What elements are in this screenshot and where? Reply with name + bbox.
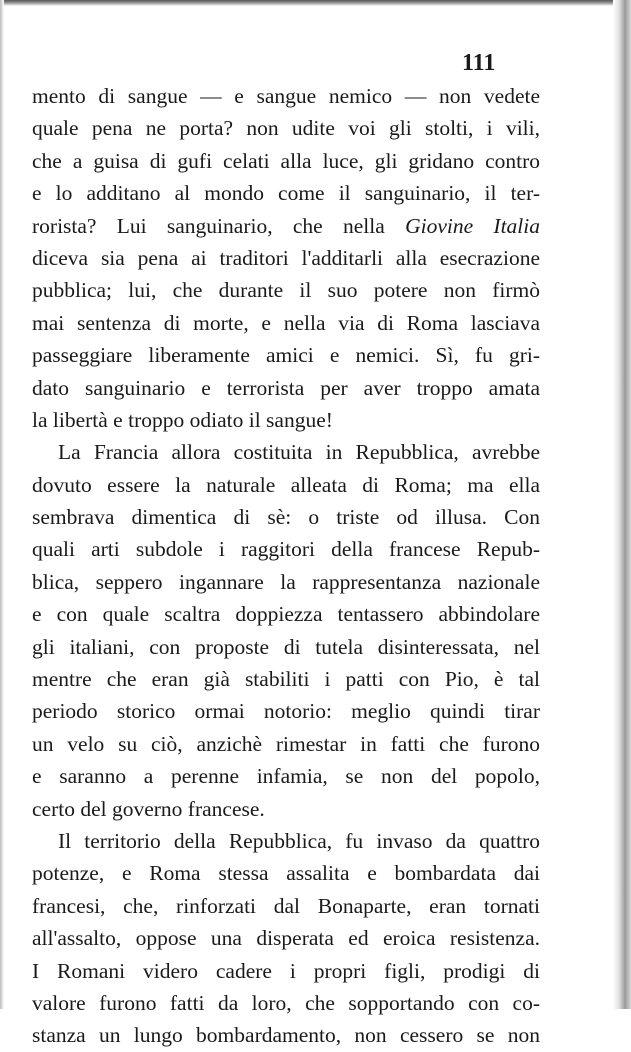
text-line: mai sentenza di morte, e nella via di Roma lasciava xyxy=(32,310,540,335)
page-binding-edge xyxy=(613,0,631,1009)
body-text xyxy=(32,80,540,1052)
text-line: quali arti subdole i raggitori della francese Repub- xyxy=(32,537,540,562)
italic-title: Giovine Italia xyxy=(405,213,540,238)
text-line: certo del governo francese. xyxy=(32,796,265,821)
text-line: La Francia allora costituita in Repubblica, avrebbe xyxy=(58,440,540,465)
text-line: mentre che eran già stabiliti i patti con Pio, è tal xyxy=(32,667,540,692)
text-line: periodo storico ormai notorio: meglio quindi tirar xyxy=(32,699,540,724)
text-line: stanza un lungo bombardamento, non cessero se non xyxy=(32,1023,540,1048)
text-line: francesi, che, rinforzati dal Bonaparte, eran tornati xyxy=(32,893,540,918)
text-line: gli italiani, con proposte di tutela disinteressata, nel xyxy=(32,634,540,659)
text-line: blica, seppero ingannare la rappresentanza nazionale xyxy=(32,569,540,594)
text-line: e lo additano al mondo come il sanguinario, il ter- xyxy=(32,181,540,206)
text-line: un velo su ciò, anzichè rimestar in fatti che furono xyxy=(32,731,540,756)
text-line: Il territorio della Repubblica, fu invaso da quattro xyxy=(58,828,540,853)
text-line: dato sanguinario e terrorista per aver troppo amata xyxy=(32,375,540,400)
page-left-edge xyxy=(0,0,4,1009)
text-line: diceva sia pena ai traditori l'additarli alla esecrazione xyxy=(32,245,540,270)
text-line: pubblica; lui, che durante il suo potere non firmò xyxy=(32,278,540,303)
text-line: mento di sangue — e sangue nemico — non vedete xyxy=(32,84,540,108)
text-line: quale pena ne porta? non udite voi gli stolti, i vili, xyxy=(32,116,540,141)
text-line: che a guisa di gufi celati alla luce, gli gridano contro xyxy=(32,148,540,173)
text-line: I Romani videro cadere i propri figli, prodigi di xyxy=(32,958,540,983)
text-line: la libertà e troppo odiato il sangue! xyxy=(32,407,333,432)
text-span: rorista? Lui sanguinario, che nella xyxy=(32,213,385,238)
text-line: dovuto essere la naturale alleata di Roma; ma ella xyxy=(32,472,540,497)
text-line: valore furono fatti da loro, che sopportando con co- xyxy=(32,990,540,1015)
page-top-edge xyxy=(0,0,631,6)
text-line: potenze, e Roma stessa assalita e bombardata dai xyxy=(32,861,540,886)
text-line: passeggiare liberamente amici e nemici. Sì, fu gri- xyxy=(32,343,540,368)
page-number: 111 xyxy=(462,50,496,76)
text-line xyxy=(32,210,540,242)
text-line: e con quale scaltra doppiezza tentassero abbindolare xyxy=(32,602,540,627)
text-line: all'assalto, oppose una disperata ed eroica resistenza. xyxy=(32,926,540,951)
text-line: e saranno a perenne infamia, se non del popolo, xyxy=(32,764,540,789)
text-line: sembrava dimentica di sè: o triste od illusa. Con xyxy=(32,505,540,530)
